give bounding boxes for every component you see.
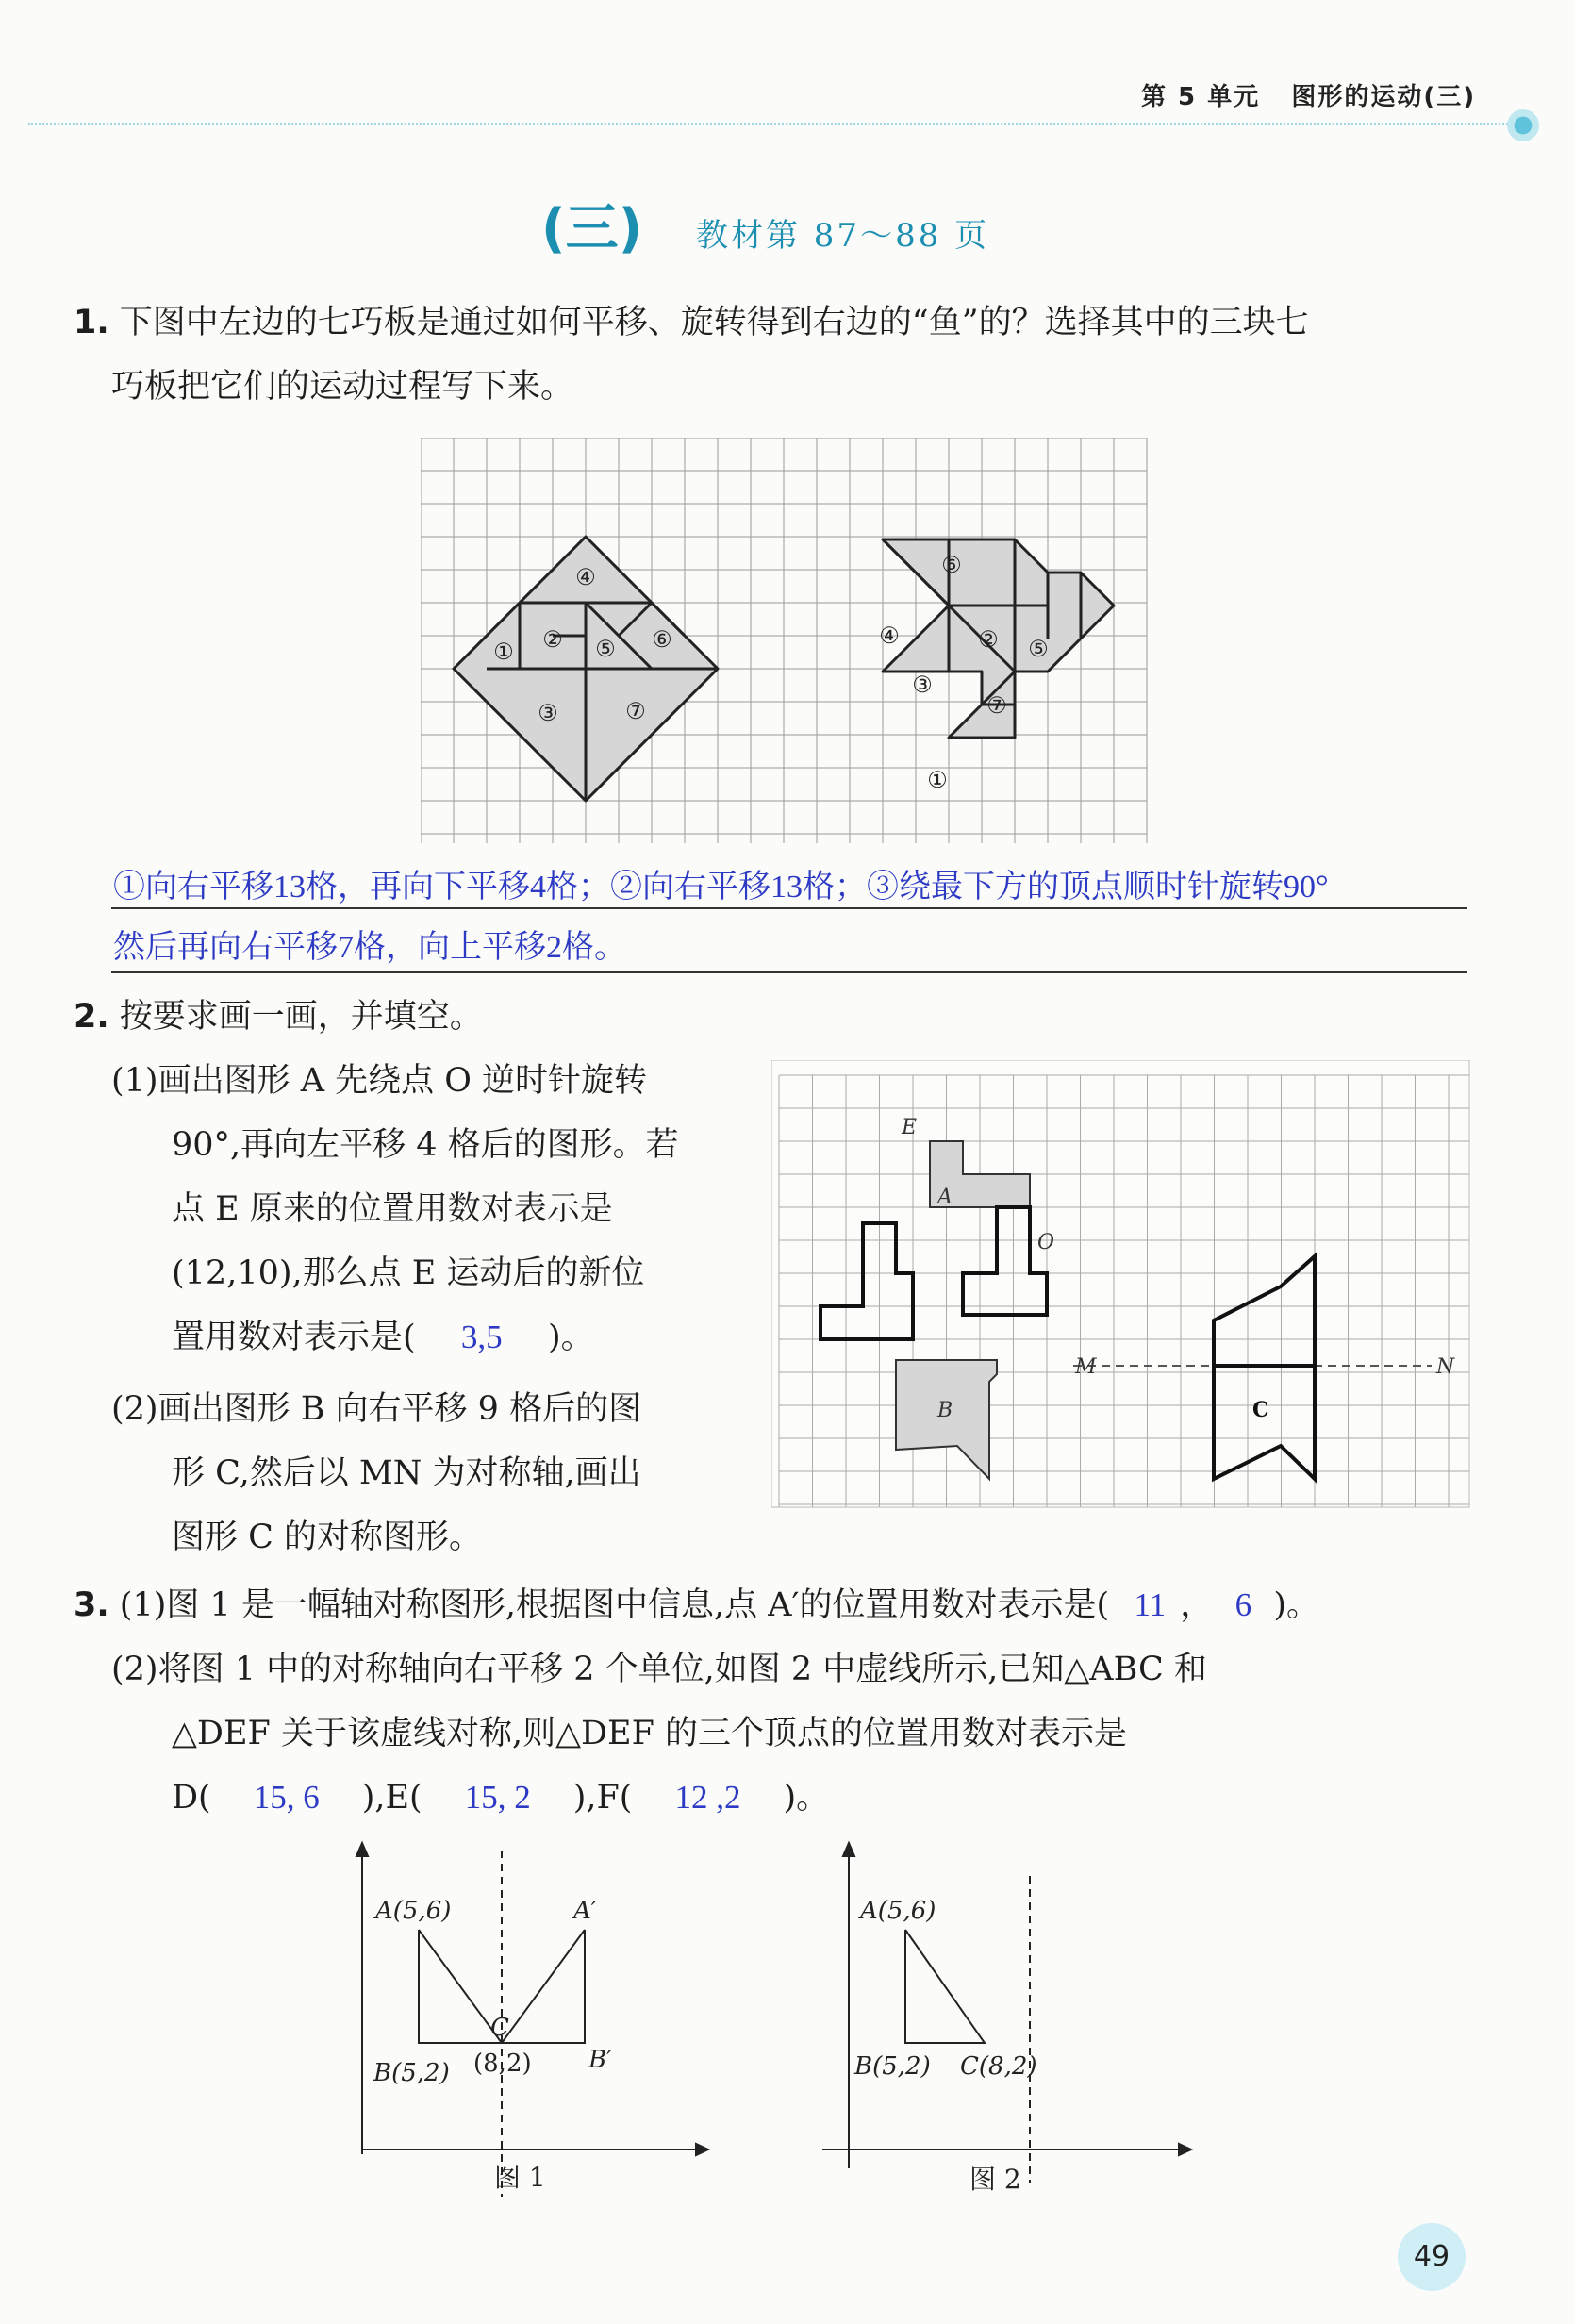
- q2-p2-line3: 图形 C 的对称图形。: [172, 1519, 483, 1556]
- q3-f-prefix: ),F(: [572, 1779, 633, 1817]
- q3-f-suffix: )。: [783, 1779, 830, 1817]
- fish-piece-label: ④: [879, 622, 900, 649]
- q3-e-answer-field[interactable]: 15, 2: [464, 1779, 531, 1816]
- q2-p1-line1: (1)画出图形 A 先绕点 O 逆时针旋转: [111, 1062, 648, 1100]
- answer-rule: [111, 971, 1467, 973]
- q2-p2-line1: (2)画出图形 B 向右平移 9 格后的图: [111, 1390, 642, 1428]
- tangram-piece-label: ⑥: [652, 626, 672, 653]
- fish-piece-label: ⑤: [1028, 636, 1049, 662]
- label-c: C: [1252, 1398, 1269, 1422]
- tangram-grid-figure: [421, 438, 1156, 843]
- label-a: A: [937, 1186, 953, 1209]
- fig1-label-a-prime: A′: [573, 1897, 597, 1925]
- q3-p1-text: (1)图 1 是一幅轴对称图形,根据图中信息,点 A′的位置用数对表示是(: [119, 1586, 1110, 1624]
- q3-answer-field-x[interactable]: 11: [1134, 1586, 1167, 1623]
- q3-d-answer-field[interactable]: 15, 6: [253, 1779, 320, 1816]
- fig1-caption: 图 1: [494, 2162, 546, 2193]
- q1-answer-line2: 然后再向右平移7格，向上平移2格。: [113, 930, 626, 965]
- q2-p1-line5: [172, 1305, 594, 1370]
- q1-text1: 下图中左边的七巧板是通过如何平移、旋转得到右边的“鱼”的？选择其中的三块七: [119, 304, 1309, 341]
- q3-answer-field-y[interactable]: 6: [1234, 1586, 1252, 1623]
- section-number: (三): [541, 198, 643, 259]
- tangram-piece-label: ④: [575, 564, 596, 590]
- header-dot-icon: [1507, 109, 1539, 141]
- fig1-label-b-prime: B′: [588, 2046, 613, 2074]
- fig1-label-a: A(5,6): [375, 1897, 452, 1925]
- tangram-piece-label: ②: [542, 626, 563, 653]
- fig1-label-c: C: [490, 2014, 509, 2042]
- q1-answer-line1: ①向右平移13格，再向下平移4格；②向右平移13格；③绕最下方的顶点顺时针旋转90°: [113, 870, 1329, 905]
- answer-rule: [111, 907, 1467, 909]
- q3-number: 3.: [74, 1586, 109, 1624]
- fish-piece-label: ①: [927, 767, 948, 793]
- section-pages: 教材第 87～88 页: [696, 217, 990, 255]
- label-o: O: [1037, 1231, 1055, 1254]
- label-m: M: [1075, 1355, 1097, 1379]
- tangram-piece-label: ⑤: [595, 636, 616, 662]
- q3-p1-suffix: )。: [1273, 1586, 1319, 1624]
- page-number: 49: [1398, 2223, 1466, 2291]
- q1-line2: 巧板把它们的运动过程写下来。: [111, 368, 574, 406]
- q3-e-prefix: ),E(: [361, 1779, 422, 1817]
- fish-piece-label: ⑦: [986, 692, 1007, 719]
- header-unit: 第 5 单元: [1141, 83, 1261, 111]
- q3-p2-line1: (2)将图 1 中的对称轴向右平移 2 个单位,如图 2 中虚线所示,已知△ABC 和: [111, 1651, 1207, 1688]
- tangram-piece-label: ⑦: [625, 698, 646, 724]
- fish-piece-label: ③: [912, 672, 933, 698]
- fig1-label-b: B(5,2): [373, 2059, 450, 2087]
- header-divider: [28, 123, 1518, 124]
- header-title: 图形的运动(三): [1291, 83, 1477, 111]
- q2-p1-line4: (12,10),那么点 E 运动后的新位: [172, 1254, 645, 1292]
- q2-grid-figure: [771, 1060, 1475, 1517]
- q2-p1-suffix: )。: [547, 1319, 594, 1356]
- q3-p2-line3: [172, 1766, 829, 1830]
- q1-number: 1.: [74, 304, 109, 341]
- fig2-label-a: A(5,6): [860, 1897, 936, 1925]
- q3-f-answer-field[interactable]: 12 ,2: [674, 1779, 741, 1816]
- fig2-caption: 图 2: [969, 2164, 1021, 2195]
- q2-title-line: [74, 985, 483, 1049]
- label-e: E: [902, 1116, 918, 1139]
- q2-answer-field[interactable]: 3,5: [460, 1319, 503, 1355]
- label-b: B: [937, 1399, 953, 1422]
- fig2-label-c: C(8,2): [960, 2052, 1037, 2081]
- q2-p1-line2: 90°,再向左平移 4 格后的图形。若: [172, 1126, 679, 1164]
- figure-1: [336, 1834, 732, 2211]
- q1-line1: [74, 290, 1309, 355]
- header: [1141, 77, 1476, 112]
- q2-p1-line3: 点 E 原来的位置用数对表示是: [172, 1190, 613, 1228]
- tangram-piece-label: ③: [538, 700, 558, 726]
- q2-title: 按要求画一画，并填空。: [119, 998, 483, 1036]
- q2-p2-line2: 形 C,然后以 MN 为对称轴,画出: [172, 1454, 641, 1492]
- fig1-label-c-coord: (8,2): [473, 2050, 532, 2078]
- fish-piece-label: ②: [978, 626, 999, 653]
- label-n: N: [1436, 1355, 1455, 1379]
- q3-p1-line: [74, 1573, 1319, 1637]
- fig2-label-b: B(5,2): [854, 2052, 931, 2081]
- q3-d-prefix: D(: [172, 1779, 211, 1817]
- tangram-piece-label: ①: [493, 639, 514, 665]
- fish-piece-label: ⑥: [941, 552, 962, 578]
- q3-p1-separator: ，: [1180, 1586, 1214, 1624]
- q2-p1-prefix: 置用数对表示是(: [172, 1319, 416, 1356]
- figure-2: [819, 1834, 1215, 2211]
- q2-number: 2.: [74, 998, 109, 1036]
- q3-p2-line2: △DEF 关于该虚线对称,则△DEF 的三个顶点的位置用数对表示是: [172, 1715, 1128, 1752]
